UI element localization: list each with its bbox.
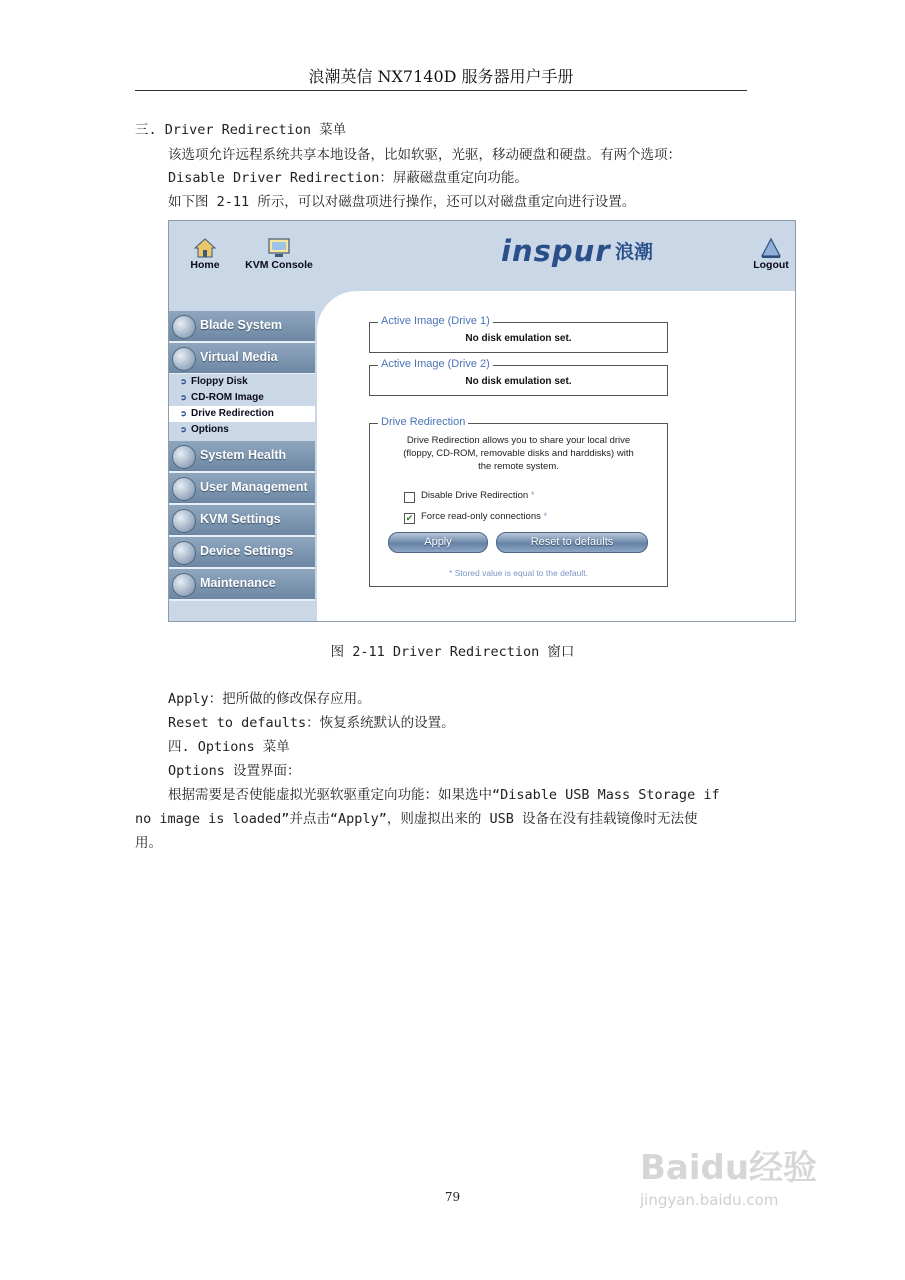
disable-drive-redirection-text: Disable Drive Redirection [421, 490, 529, 501]
home-icon [193, 237, 217, 259]
users-icon [172, 477, 196, 501]
active-image-drive1-status: No disk emulation set. [465, 333, 572, 344]
bullet-arrow-icon: ➲ [180, 409, 187, 418]
home-nav[interactable] [185, 237, 225, 271]
options-line: Options 设置界面： [168, 763, 301, 779]
active-image-drive2-legend: Active Image (Drive 2) [378, 358, 493, 370]
menu-user-management[interactable] [169, 473, 315, 505]
body-line2: no image is loaded”并点击“Apply”，则虚拟出来的 USB 设备在没有挂载镜像时无法使 [135, 811, 698, 827]
submenu-options[interactable] [169, 422, 315, 438]
description-line2: (floppy, CD-ROM, removable disks and harddisks) with [403, 448, 634, 459]
body-line1: 根据需要是否使能虚拟光驱软驱重定向功能：如果选中“Disable USB Mass Storage if [168, 787, 720, 803]
submenu-cdrom-image-label: CD-ROM Image [191, 392, 264, 403]
drive-redirection-screenshot [168, 220, 796, 622]
magnifier-icon [172, 315, 196, 339]
stored-value-note: * Stored value is equal to the default. [449, 568, 588, 578]
active-image-drive1-panel [369, 315, 668, 353]
bullet-arrow-icon: ➲ [180, 425, 187, 434]
inspur-logo: inspur [501, 234, 611, 268]
description-line1: Drive Redirection allows you to share your local drive [406, 435, 631, 446]
keyboard-icon [172, 509, 196, 533]
submenu-cdrom-image[interactable] [169, 390, 315, 406]
logout-label: Logout [753, 259, 789, 271]
apply-description: Apply：把所做的修改保存应用。 [168, 691, 371, 707]
bullet-arrow-icon: ➲ [180, 393, 187, 402]
section3-line3: 如下图 2-11 所示，可以对磁盘项进行操作，还可以对磁盘重定向进行设置。 [168, 194, 636, 210]
submenu-floppy-disk-label: Floppy Disk [191, 376, 248, 387]
menu-system-health-label: System Health [200, 448, 287, 462]
apply-button[interactable]: Apply [388, 532, 488, 553]
force-readonly-label [421, 511, 547, 522]
submenu-options-label: Options [191, 424, 229, 435]
body-line3: 用。 [135, 835, 162, 851]
menu-device-settings[interactable] [169, 537, 315, 569]
active-image-drive2-panel [369, 358, 668, 396]
default-marker: * [530, 490, 535, 501]
reset-description: Reset to defaults：恢复系统默认的设置。 [168, 715, 455, 731]
submenu-floppy-disk[interactable] [169, 374, 315, 390]
bullet-arrow-icon: ➲ [180, 377, 187, 386]
reset-to-defaults-button[interactable]: Reset to defaults [496, 532, 648, 553]
monitor-icon [267, 237, 291, 259]
header-divider [135, 90, 747, 91]
menu-device-settings-label: Device Settings [200, 544, 294, 558]
kvm-console-nav[interactable] [241, 237, 317, 271]
menu-virtual-media-label: Virtual Media [200, 350, 278, 364]
tools-icon [172, 573, 196, 597]
drive-redirection-description [370, 434, 667, 473]
document-header-title: 浪潮英信 NX7140D 服务器用户手册 [308, 67, 574, 86]
watermark-brand: Baidu经验 [640, 1148, 818, 1188]
kvm-console-label: KVM Console [245, 259, 313, 271]
active-image-drive2-status: No disk emulation set. [465, 376, 572, 387]
disc-icon [172, 347, 196, 371]
menu-user-management-label: User Management [200, 480, 308, 494]
inspur-logo-cn: 浪潮 [615, 241, 654, 263]
section3-heading: 三. Driver Redirection 菜单 [135, 122, 347, 138]
drive-redirection-panel [369, 416, 668, 587]
health-cross-icon [172, 445, 196, 469]
menu-virtual-media[interactable] [169, 343, 315, 375]
menu-kvm-settings-label: KVM Settings [200, 512, 281, 526]
section3-line1: 该选项允许远程系统共享本地设备，比如软驱，光驱，移动硬盘和硬盘。有两个选项： [168, 147, 681, 163]
description-line3: the remote system. [478, 461, 559, 472]
disable-drive-redirection-checkbox[interactable] [404, 492, 415, 503]
logout-nav[interactable] [751, 237, 791, 271]
submenu-drive-redirection[interactable] [169, 406, 315, 422]
page-number: 79 [444, 1190, 461, 1204]
submenu-drive-redirection-label: Drive Redirection [191, 408, 274, 419]
default-marker: * [543, 511, 548, 522]
logout-icon [759, 237, 783, 259]
home-label: Home [190, 259, 220, 271]
disable-drive-redirection-label [421, 490, 535, 501]
menu-blade-system-label: Blade System [200, 318, 282, 332]
force-readonly-text: Force read-only connections [421, 511, 541, 522]
active-image-drive1-legend: Active Image (Drive 1) [378, 315, 493, 327]
section3-line2: Disable Driver Redirection：屏蔽磁盘重定向功能。 [168, 170, 528, 186]
menu-blade-system[interactable] [169, 311, 315, 343]
figure-caption: 图 2-11 Driver Redirection 窗口 [330, 644, 575, 660]
force-readonly-checkbox[interactable]: ✔ [405, 513, 414, 523]
section4-heading: 四. Options 菜单 [168, 739, 290, 755]
menu-system-health[interactable] [169, 441, 315, 473]
menu-maintenance[interactable] [169, 569, 315, 601]
menu-kvm-settings[interactable] [169, 505, 315, 537]
gears-icon [172, 541, 196, 565]
drive-redirection-legend: Drive Redirection [378, 416, 468, 428]
baidu-watermark [640, 1140, 817, 1209]
menu-maintenance-label: Maintenance [200, 576, 276, 590]
watermark-url: jingyan.baidu.com [640, 1191, 779, 1209]
